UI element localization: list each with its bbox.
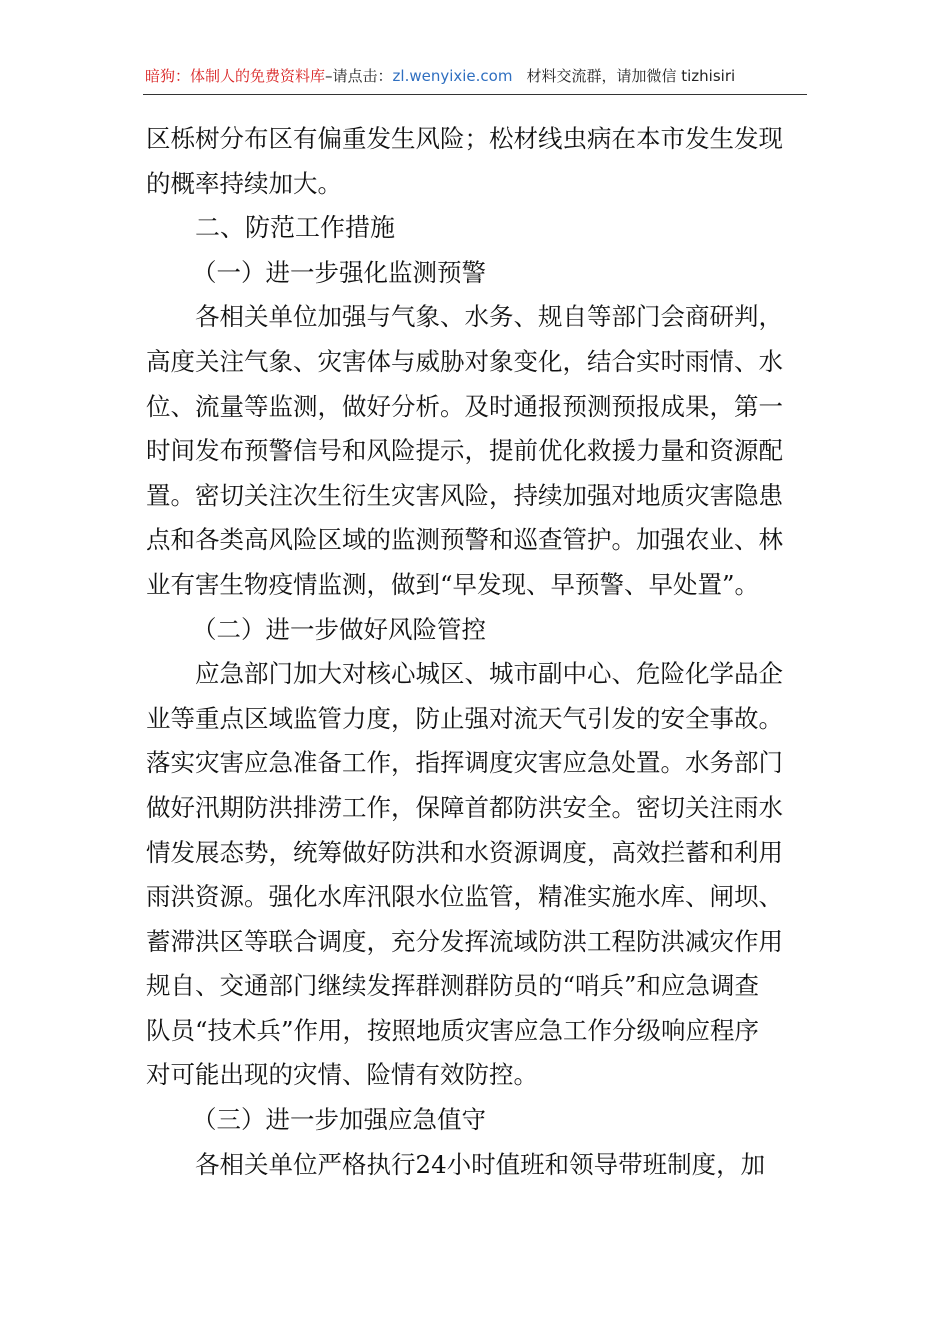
paragraph-line: 做好汛期防洪排涝工作，保障首都防洪安全。密切关注雨水 <box>146 792 783 822</box>
section-heading: 二、防范工作措施 <box>195 213 396 243</box>
page-header <box>145 66 805 86</box>
header-click-prompt: –请点击： <box>325 67 393 85</box>
paragraph-line: 的概率持续加大。 <box>146 168 342 198</box>
subsection-heading: （三）进一步加强应急值守 <box>192 1105 486 1135</box>
document-body <box>146 117 806 1187</box>
paragraph-line: 位、流量等监测，做好分析。及时通报预测预报成果，第一 <box>146 391 783 421</box>
paragraph-line: 高度关注气象、灾害体与威胁对象变化，结合实时雨情、水 <box>146 346 783 376</box>
paragraph-line: 置。密切关注次生衍生灾害风险，持续加强对地质灾害隐患 <box>146 480 783 510</box>
paragraph-line: 时间发布预警信号和风险提示，提前优化救援力量和资源配 <box>146 436 783 466</box>
paragraph-line: 区栎树分布区有偏重发生风险；松材线虫病在本市发生发现 <box>146 124 783 153</box>
paragraph-line: 落实灾害应急准备工作，指挥调度灾害应急处置。水务部门 <box>146 748 783 778</box>
subsection-heading: （二）进一步做好风险管控 <box>192 614 486 644</box>
paragraph-line: 队员“技术兵”作用，按照地质灾害应急工作分级响应程序 <box>146 1015 760 1045</box>
paragraph-line: 应急部门加大对核心城区、城市副中心、危险化学品企 <box>195 659 783 689</box>
subsection-heading: （一）进一步强化监测预警 <box>192 257 486 287</box>
paragraph-line: 业等重点区域监管力度，防止强对流天气引发的安全事故。 <box>146 703 783 733</box>
paragraph-line: 业有害生物疫情监测，做到“早发现、早预警、早处置”。 <box>146 569 760 599</box>
paragraph-line: 点和各类高风险区域的监测预警和巡查管护。加强农业、林 <box>146 525 783 555</box>
paragraph-line: 各相关单位加强与气象、水务、规自等部门会商研判， <box>195 302 783 332</box>
paragraph-line: 规自、交通部门继续发挥群测群防员的“哨兵”和应急调查 <box>146 971 760 1001</box>
header-group-text: 材料交流群，请加微信 tizhisiri <box>526 67 736 85</box>
paragraph-line: 对可能出现的灾情、险情有效防控。 <box>146 1060 538 1090</box>
header-divider <box>143 94 807 95</box>
header-brand: 暗狗：体制人的免费资料库 <box>145 67 326 85</box>
paragraph-line: 情发展态势，统筹做好防洪和水资源调度，高效拦蓄和利用 <box>146 837 783 867</box>
header-link[interactable]: zl.wenyixie.com <box>392 67 513 85</box>
paragraph-line: 蓄滞洪区等联合调度，充分发挥流域防洪工程防洪减灾作用 <box>146 926 783 956</box>
paragraph-line: 各相关单位严格执行24小时值班和领导带班制度，加 <box>195 1149 766 1179</box>
paragraph-line: 雨洪资源。强化水库汛限水位监管，精准实施水库、闸坝、 <box>146 882 783 912</box>
